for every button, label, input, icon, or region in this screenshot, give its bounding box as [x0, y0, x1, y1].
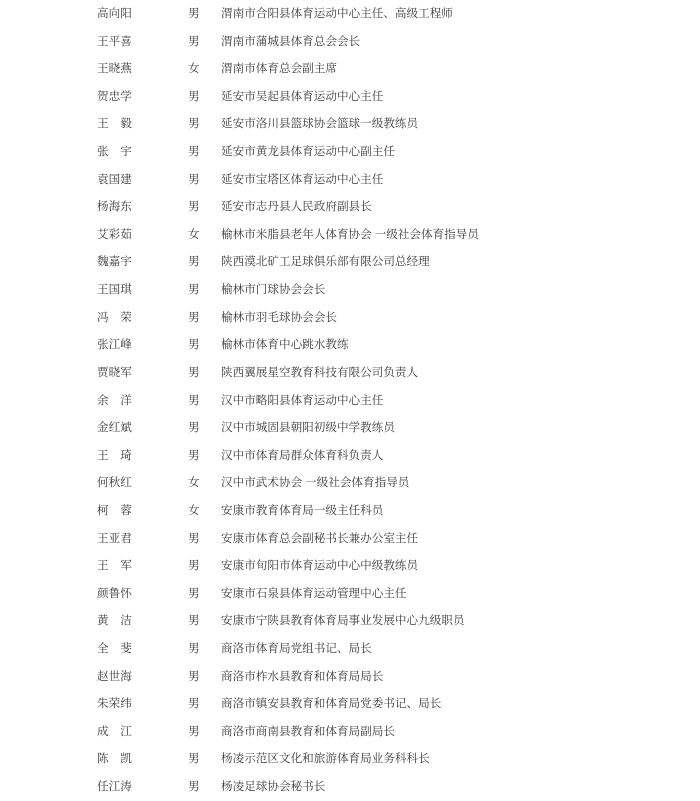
table-row — [0, 387, 700, 415]
name-cell: 贾晓军 — [97, 365, 132, 379]
table-row — [0, 663, 700, 691]
gender-cell: 男 — [188, 145, 200, 159]
gender-cell: 男 — [188, 89, 200, 103]
title-cell: 杨凌足球协会秘书长 — [221, 780, 326, 794]
title-cell: 汉中市城固县朝阳初级中学教练员 — [221, 421, 395, 435]
title-cell: 延安市洛川县篮球协会篮球一级教练员 — [221, 117, 419, 131]
name-cell: 高向阳 — [97, 7, 132, 20]
gender-cell: 男 — [188, 780, 200, 794]
gender-cell: 男 — [188, 559, 200, 573]
name-cell: 成 江 — [97, 724, 132, 738]
table-row — [0, 414, 700, 442]
gender-cell: 女 — [188, 503, 200, 517]
name-cell: 杨海东 — [97, 200, 132, 214]
title-cell: 延安市宝塔区体育运动中心主任 — [221, 172, 384, 186]
table-row — [0, 497, 700, 525]
title-cell: 汉中市武术协会 一级社会体育指导员 — [221, 476, 410, 490]
table-row — [0, 110, 700, 138]
table-row — [0, 248, 700, 276]
title-cell: 商洛市体育局党组书记、局长 — [221, 642, 372, 656]
gender-cell: 男 — [188, 34, 200, 48]
title-cell: 汉中市体育局群众体育科负责人 — [221, 448, 384, 462]
gender-cell: 男 — [188, 421, 200, 435]
title-cell: 安康市教育体育局一级主任科员 — [221, 503, 384, 517]
name-cell: 张 宇 — [97, 145, 132, 159]
table-row — [0, 552, 700, 580]
name-cell: 朱荣纬 — [97, 697, 132, 711]
table-row — [0, 525, 700, 553]
name-cell: 金红斌 — [97, 421, 132, 435]
gender-cell: 男 — [188, 117, 200, 131]
name-cell: 陈 凯 — [97, 752, 132, 766]
name-cell: 王亚君 — [97, 531, 132, 545]
name-cell: 赵世海 — [97, 669, 132, 683]
gender-cell: 男 — [188, 255, 200, 269]
gender-cell: 男 — [188, 365, 200, 379]
title-cell: 渭南市体育总会副主席 — [221, 62, 337, 76]
title-cell: 渭南市合阳县体育运动中心主任、高级工程师 — [221, 7, 453, 20]
table-row — [0, 331, 700, 359]
gender-cell: 男 — [188, 448, 200, 462]
name-cell: 艾彩茹 — [97, 227, 132, 241]
gender-cell: 男 — [188, 172, 200, 186]
name-cell: 黄 洁 — [97, 614, 132, 628]
title-cell: 榆林市门球协会会长 — [221, 283, 326, 297]
table-row — [0, 635, 700, 663]
table-row — [0, 166, 700, 194]
gender-cell: 男 — [188, 338, 200, 352]
name-cell: 全 斐 — [97, 642, 132, 656]
table-row — [0, 276, 700, 304]
name-cell: 冯 荣 — [97, 310, 132, 324]
title-cell: 延安市黄龙县体育运动中心副主任 — [221, 145, 395, 159]
gender-cell: 男 — [188, 310, 200, 324]
title-cell: 安康市宁陕县教育体育局事业发展中心九级职员 — [221, 614, 465, 628]
gender-cell: 男 — [188, 724, 200, 738]
gender-cell: 男 — [188, 7, 200, 20]
title-cell: 渭南市蒲城县体育总会会长 — [221, 34, 361, 48]
table-row — [0, 718, 700, 746]
gender-cell: 女 — [188, 227, 200, 241]
gender-cell: 女 — [188, 476, 200, 490]
title-cell: 陕西翼展星空教育科技有限公司负责人 — [221, 365, 419, 379]
title-cell: 安康市体育总会副秘书长兼办公室主任 — [221, 531, 419, 545]
title-cell: 榆林市米脂县老年人体育协会 一级社会体育指导员 — [221, 227, 479, 241]
gender-cell: 男 — [188, 200, 200, 214]
name-cell: 颜鲁怀 — [97, 586, 132, 600]
name-cell: 余 洋 — [97, 393, 132, 407]
gender-cell: 男 — [188, 697, 200, 711]
table-row — [0, 304, 700, 332]
title-cell: 商洛市柞水县教育和体育局局长 — [221, 669, 384, 683]
name-cell: 柯 蓉 — [97, 503, 132, 517]
title-cell: 陕西漠北矿工足球俱乐部有限公司总经理 — [221, 255, 430, 269]
title-cell: 榆林市体育中心跳水教练 — [221, 338, 349, 352]
gender-cell: 男 — [188, 752, 200, 766]
gender-cell: 男 — [188, 642, 200, 656]
table-row — [0, 55, 700, 83]
name-cell: 王 琦 — [97, 448, 132, 462]
title-cell: 商洛市镇安县教育和体育局党委书记、局长 — [221, 697, 442, 711]
table-row — [0, 690, 700, 718]
title-cell: 榆林市羽毛球协会会长 — [221, 310, 337, 324]
title-cell: 延安市志丹县人民政府副县长 — [221, 200, 372, 214]
title-cell: 安康市旬阳市体育运动中心中级教练员 — [221, 559, 419, 573]
name-cell: 贺忠学 — [97, 89, 132, 103]
table-row — [0, 83, 700, 111]
table-row — [0, 745, 700, 773]
table-row — [0, 138, 700, 166]
table-row — [0, 0, 700, 28]
name-cell: 何秋红 — [97, 476, 132, 490]
title-cell: 商洛市商南县教育和体育局副局长 — [221, 724, 395, 738]
gender-cell: 女 — [188, 62, 200, 76]
title-cell: 安康市石泉县体育运动管理中心主任 — [221, 586, 407, 600]
name-cell: 王晓燕 — [97, 62, 132, 76]
name-cell: 王 军 — [97, 559, 132, 573]
name-cell: 袁国建 — [97, 172, 132, 186]
gender-cell: 男 — [188, 586, 200, 600]
table-row — [0, 28, 700, 56]
gender-cell: 男 — [188, 614, 200, 628]
title-cell: 延安市吴起县体育运动中心主任 — [221, 89, 384, 103]
name-cell: 张江峰 — [97, 338, 132, 352]
table-row — [0, 580, 700, 608]
title-cell: 杨凌示范区文化和旅游体育局业务科科长 — [221, 752, 430, 766]
gender-cell: 男 — [188, 531, 200, 545]
gender-cell: 男 — [188, 393, 200, 407]
name-cell: 王国琪 — [97, 283, 132, 297]
name-cell: 王平喜 — [97, 34, 132, 48]
gender-cell: 男 — [188, 669, 200, 683]
name-cell: 王 毅 — [97, 117, 132, 131]
table-row — [0, 607, 700, 635]
table-row — [0, 773, 700, 801]
title-cell: 汉中市略阳县体育运动中心主任 — [221, 393, 384, 407]
gender-cell: 男 — [188, 283, 200, 297]
table-row — [0, 193, 700, 221]
name-cell: 魏嘉宇 — [97, 255, 132, 269]
table-row — [0, 221, 700, 249]
table-row — [0, 442, 700, 470]
table-row — [0, 469, 700, 497]
table-row — [0, 359, 700, 387]
name-cell: 任江涛 — [97, 780, 132, 794]
